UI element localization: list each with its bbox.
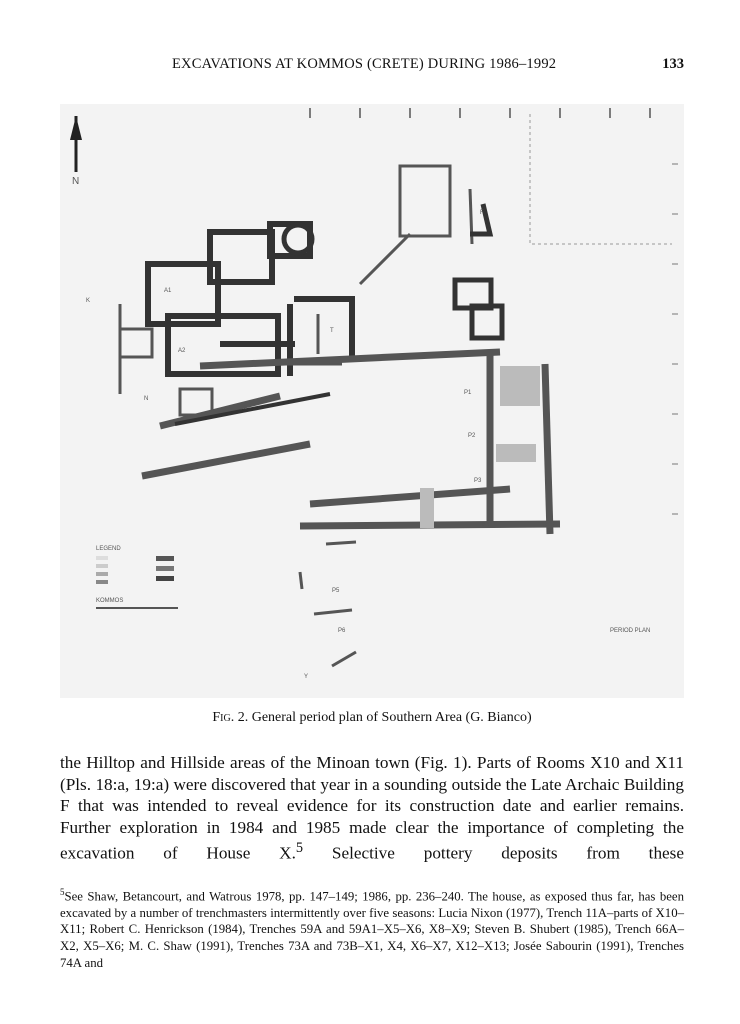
long-walls <box>142 352 560 534</box>
paved-areas <box>420 366 540 528</box>
body-paragraph <box>60 752 684 864</box>
room-label-a2: A2 <box>178 348 186 354</box>
site-plan-figure <box>60 104 684 698</box>
room-label-y: Y <box>304 674 309 680</box>
figure-caption <box>60 710 684 726</box>
footnote <box>60 884 684 971</box>
room-label-p1: P1 <box>464 390 472 396</box>
footnote-marker: 5 <box>60 887 65 897</box>
north-arrow <box>70 116 82 172</box>
footnote-text: See Shaw, Betancourt, and Watrous 1978, pp. 147–149; 1986, pp. 236–240. The house, as exposed thus far, has been excavated by a number of trenchmasters intermittently over five seasons: Lucia Nixon (1977), Trench 11A–parts of X10–X11; Robert C. Henrickson (1984), Trenches 59A and 59A1–X5–X6, X8–X9; Steven B. Shubert (1985), Trench 66A–X2, X5–X6; M. C. Shaw (1991), Trenches 73A and 73B–X1, X4, X6–X7, X12–X13; Josée Sabourin (1991), Trenches 74A and <box>60 889 684 970</box>
excavation-boundary <box>530 114 672 244</box>
running-head-title: EXCAVATIONS AT KOMMOS (CRETE) DURING 1986–1992 <box>172 56 557 72</box>
page-number: 133 <box>662 56 684 72</box>
room-label-p6: P6 <box>338 628 346 634</box>
grid-ticks-right <box>672 164 678 514</box>
room-label-p2: P2 <box>468 433 476 439</box>
figure-label: Fig. 2. <box>212 710 249 725</box>
footnote-reference[interactable]: 5 <box>295 840 304 856</box>
site-plan-drawing <box>60 104 684 698</box>
room-label-f: F <box>480 210 484 216</box>
room-label-o: O <box>236 456 241 462</box>
room-label-n: N <box>144 396 149 402</box>
paragraph-text: the Hilltop and Hillside areas of the Minoan town (Fig. 1). Parts of Rooms X10 and X11 (Pls. 18:a, 19:a) were discovered that year in a sounding outside the Late Archaic Building F that was intended to reveal evidence for its construction date and earlier remains. Further exploration in 1984 and 1985 made clear the importance of completing the excavation of House X. <box>60 753 684 863</box>
room-label-p4: P4 <box>482 522 490 528</box>
north-label: N <box>72 176 80 187</box>
house-x-walls <box>455 204 502 338</box>
room-label-k: K <box>86 298 91 304</box>
room-label-t: T <box>330 328 334 334</box>
running-head <box>60 56 684 78</box>
diagonal-wall <box>175 394 330 424</box>
legend-title: LEGEND <box>96 546 121 552</box>
south-walls <box>300 542 356 666</box>
plan-title: PERIOD PLAN <box>610 628 651 634</box>
grid-ticks-top <box>310 108 650 118</box>
room-label-a1: A1 <box>164 288 172 294</box>
plan-legend <box>96 546 178 608</box>
room-label-p5: P5 <box>332 588 340 594</box>
legend-site-label: KOMMOS <box>96 598 124 604</box>
secondary-walls <box>120 166 472 415</box>
caption-text: General period plan of Southern Area (G. Bianco) <box>251 710 532 725</box>
room-label-p3: P3 <box>474 478 482 484</box>
paragraph-continuation: Selective pottery deposits from these <box>303 843 684 863</box>
